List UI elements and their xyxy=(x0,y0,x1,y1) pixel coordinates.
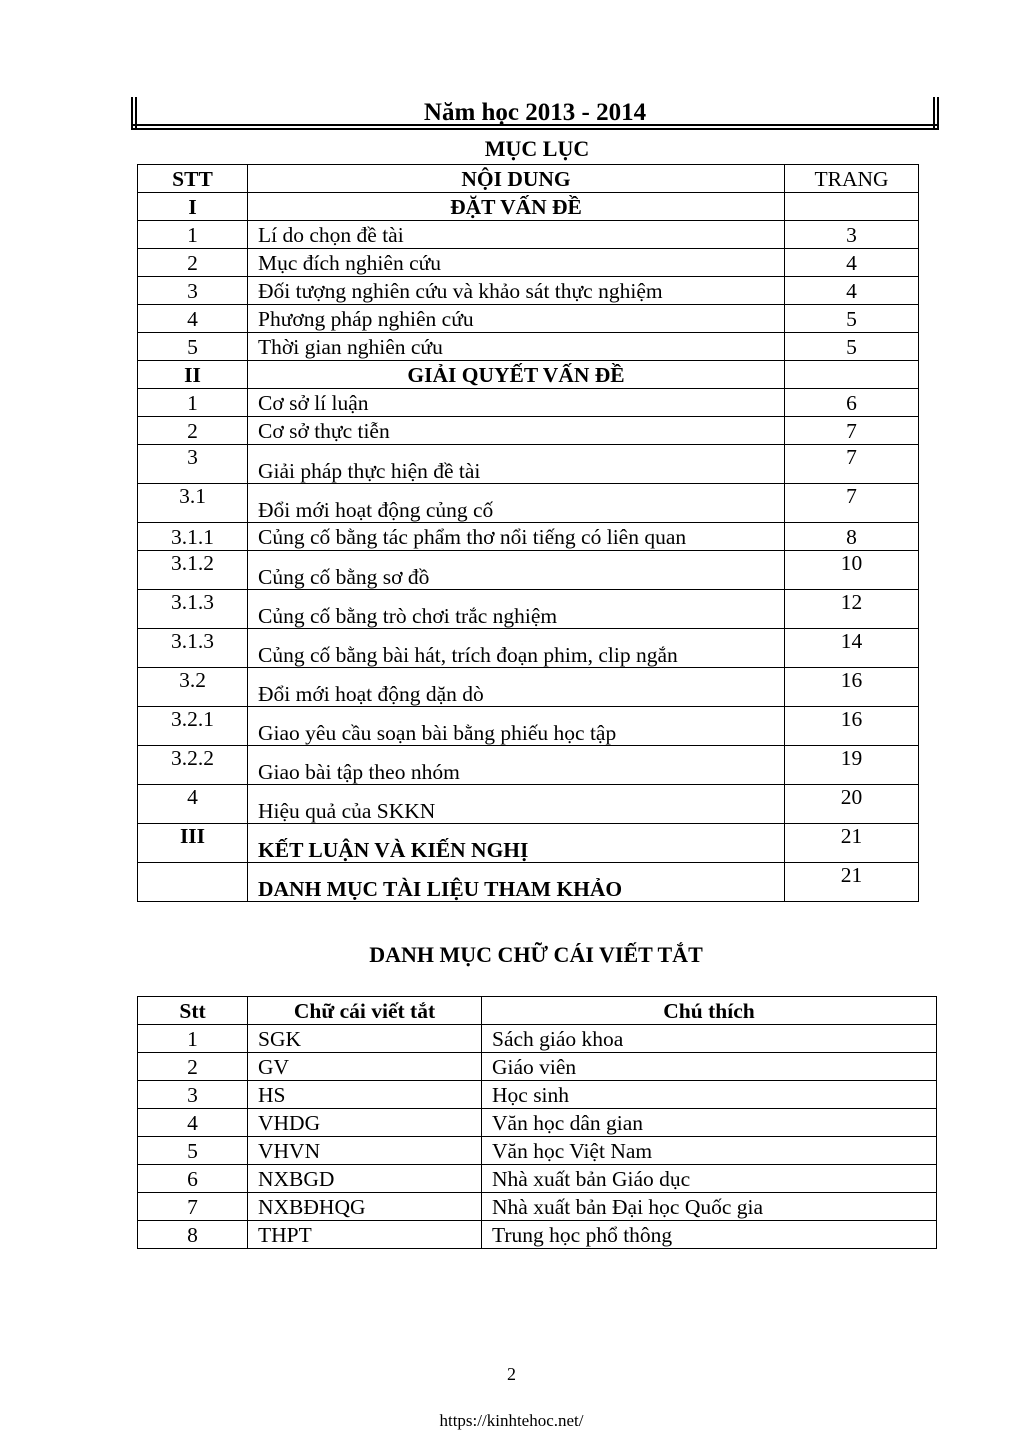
toc-row-page: 4 xyxy=(785,277,919,305)
toc-row-content: Củng cố bằng sơ đồ xyxy=(248,551,785,590)
toc-row xyxy=(138,193,919,221)
toc-row-page xyxy=(785,361,919,389)
year-title: Năm học 2013 - 2014 xyxy=(423,99,647,126)
toc-row-stt: 3.1 xyxy=(138,484,248,523)
toc-row-stt: 3 xyxy=(138,445,248,484)
toc-row xyxy=(138,668,919,707)
toc-row-content: GIẢI QUYẾT VẤN ĐỀ xyxy=(248,361,785,389)
toc-row xyxy=(138,523,919,551)
toc-row-page: 21 xyxy=(785,863,919,902)
toc-row-content: Hiệu quả của SKKN xyxy=(248,785,785,824)
abbr-row-stt: 8 xyxy=(138,1221,248,1249)
toc-row xyxy=(138,484,919,523)
abbr-row-meaning: Học sinh xyxy=(482,1081,937,1109)
abbr-row-abbr: GV xyxy=(248,1053,482,1081)
toc-row-content: Thời gian nghiên cứu xyxy=(248,333,785,361)
abbr-row-stt: 2 xyxy=(138,1053,248,1081)
toc-row-content: Phương pháp nghiên cứu xyxy=(248,305,785,333)
toc-row-stt: 3.1.2 xyxy=(138,551,248,590)
toc-row-stt: 5 xyxy=(138,333,248,361)
abbr-row-abbr: HS xyxy=(248,1081,482,1109)
toc-row xyxy=(138,785,919,824)
abbr-row-meaning: Nhà xuất bản Giáo dục xyxy=(482,1165,937,1193)
abbr-row xyxy=(138,1193,937,1221)
toc-row-stt: 4 xyxy=(138,785,248,824)
abbr-row-stt: 1 xyxy=(138,1025,248,1053)
toc-row xyxy=(138,249,919,277)
abbr-row xyxy=(138,1025,937,1053)
toc-header-stt: STT xyxy=(138,165,248,193)
toc-row-content: Giải pháp thực hiện đề tài xyxy=(248,445,785,484)
toc-row-page: 4 xyxy=(785,249,919,277)
toc-row-stt: 3.1.1 xyxy=(138,523,248,551)
toc-row-page: 7 xyxy=(785,445,919,484)
abbr-header-abbr: Chữ cái viết tắt xyxy=(248,997,482,1025)
toc-row xyxy=(138,863,919,902)
toc-row-stt: 3.1.3 xyxy=(138,629,248,668)
toc-row-stt: 3.2 xyxy=(138,668,248,707)
toc-row-page xyxy=(785,193,919,221)
toc-row xyxy=(138,590,919,629)
toc-row-page: 19 xyxy=(785,746,919,785)
toc-row xyxy=(138,417,919,445)
toc-row-page: 10 xyxy=(785,551,919,590)
abbr-header-stt: Stt xyxy=(138,997,248,1025)
abbr-header-row xyxy=(138,997,937,1025)
toc-row-stt: II xyxy=(138,361,248,389)
abbr-header-meaning: Chú thích xyxy=(482,997,937,1025)
abbr-row-stt: 6 xyxy=(138,1165,248,1193)
toc-row xyxy=(138,629,919,668)
abbr-row xyxy=(138,1081,937,1109)
toc-header-content: NỘI DUNG xyxy=(248,165,785,193)
abbr-row xyxy=(138,1221,937,1249)
toc-row-content: ĐẶT VẤN ĐỀ xyxy=(248,193,785,221)
abbr-row-abbr: VHDG xyxy=(248,1109,482,1137)
abbr-row-meaning: Trung học phổ thông xyxy=(482,1221,937,1249)
toc-row xyxy=(138,389,919,417)
toc-row-content: Cơ sở lí luận xyxy=(248,389,785,417)
abbr-row xyxy=(138,1165,937,1193)
toc-row-page: 5 xyxy=(785,333,919,361)
toc-row-page: 5 xyxy=(785,305,919,333)
abbreviations-table xyxy=(137,996,937,1249)
toc-row-stt: 1 xyxy=(138,221,248,249)
abbr-row-meaning: Văn học Việt Nam xyxy=(482,1137,937,1165)
toc-row-page: 6 xyxy=(785,389,919,417)
toc-row-content: Đối tượng nghiên cứu và khảo sát thực nghiệm xyxy=(248,277,785,305)
toc-row-content: Củng cố bằng trò chơi trắc nghiệm xyxy=(248,590,785,629)
page-number: 2 xyxy=(507,1364,516,1384)
toc-row xyxy=(138,824,919,863)
toc-row-stt xyxy=(138,863,248,902)
toc-row-content: Giao bài tập theo nhóm xyxy=(248,746,785,785)
toc-row-content: Mục đích nghiên cứu xyxy=(248,249,785,277)
toc-row-stt: I xyxy=(138,193,248,221)
toc-row-stt: 3.2.1 xyxy=(138,707,248,746)
toc-row-stt: 3 xyxy=(138,277,248,305)
toc-row-page: 7 xyxy=(785,484,919,523)
toc-row-page: 14 xyxy=(785,629,919,668)
toc-row-content: KẾT LUẬN VÀ KIẾN NGHỊ xyxy=(248,824,785,863)
abbr-row-stt: 3 xyxy=(138,1081,248,1109)
abbr-row-stt: 5 xyxy=(138,1137,248,1165)
toc-row xyxy=(138,277,919,305)
toc-row-content: Củng cố bằng tác phẩm thơ nổi tiếng có liên quan xyxy=(248,523,785,551)
toc-row xyxy=(138,707,919,746)
toc-row-content: DANH MỤC TÀI LIỆU THAM KHẢO xyxy=(248,863,785,902)
toc-header-row xyxy=(138,165,919,193)
toc-row-page: 21 xyxy=(785,824,919,863)
abbr-row-abbr: NXBĐHQG xyxy=(248,1193,482,1221)
toc-row-stt: 4 xyxy=(138,305,248,333)
toc-row-stt: 2 xyxy=(138,249,248,277)
toc-row-stt: 3.1.3 xyxy=(138,590,248,629)
abbr-row xyxy=(138,1053,937,1081)
abbr-row xyxy=(138,1109,937,1137)
toc-title: MỤC LỤC xyxy=(484,136,590,161)
abbr-row-abbr: NXBGD xyxy=(248,1165,482,1193)
toc-row xyxy=(138,361,919,389)
toc-row-page: 16 xyxy=(785,707,919,746)
toc-row-content: Cơ sở thực tiễn xyxy=(248,417,785,445)
toc-row xyxy=(138,445,919,484)
footer-url: https://kinhtehoc.net/ xyxy=(439,1411,584,1430)
abbr-row-abbr: SGK xyxy=(248,1025,482,1053)
toc-row-stt: 1 xyxy=(138,389,248,417)
toc-row xyxy=(138,746,919,785)
toc-row-page: 12 xyxy=(785,590,919,629)
toc-table xyxy=(137,164,919,902)
abbr-row-stt: 7 xyxy=(138,1193,248,1221)
toc-row-page: 7 xyxy=(785,417,919,445)
abbr-row-meaning: Sách giáo khoa xyxy=(482,1025,937,1053)
abbr-row-meaning: Văn học dân gian xyxy=(482,1109,937,1137)
toc-row-content: Đổi mới hoạt động củng cố xyxy=(248,484,785,523)
toc-row xyxy=(138,551,919,590)
abbr-row-abbr: THPT xyxy=(248,1221,482,1249)
toc-row xyxy=(138,305,919,333)
toc-row xyxy=(138,333,919,361)
toc-row-page: 3 xyxy=(785,221,919,249)
toc-row-content: Đổi mới hoạt động dặn dò xyxy=(248,668,785,707)
toc-row-content: Củng cố bằng bài hát, trích đoạn phim, clip ngắn xyxy=(248,629,785,668)
toc-row-content: Lí do chọn đề tài xyxy=(248,221,785,249)
toc-row-page: 20 xyxy=(785,785,919,824)
toc-row-stt: 3.2.2 xyxy=(138,746,248,785)
toc-row-page: 8 xyxy=(785,523,919,551)
abbr-row-meaning: Nhà xuất bản Đại học Quốc gia xyxy=(482,1193,937,1221)
abbr-row-stt: 4 xyxy=(138,1109,248,1137)
abbr-row-meaning: Giáo viên xyxy=(482,1053,937,1081)
abbr-row-abbr: VHVN xyxy=(248,1137,482,1165)
toc-header-page: TRANG xyxy=(785,165,919,193)
toc-row-stt: III xyxy=(138,824,248,863)
toc-row-stt: 2 xyxy=(138,417,248,445)
toc-row-content: Giao yêu cầu soạn bài bằng phiếu học tập xyxy=(248,707,785,746)
abbr-row xyxy=(138,1137,937,1165)
toc-row-page: 16 xyxy=(785,668,919,707)
toc-row xyxy=(138,221,919,249)
abbreviations-title: DANH MỤC CHỮ CÁI VIẾT TẮT xyxy=(369,942,703,967)
